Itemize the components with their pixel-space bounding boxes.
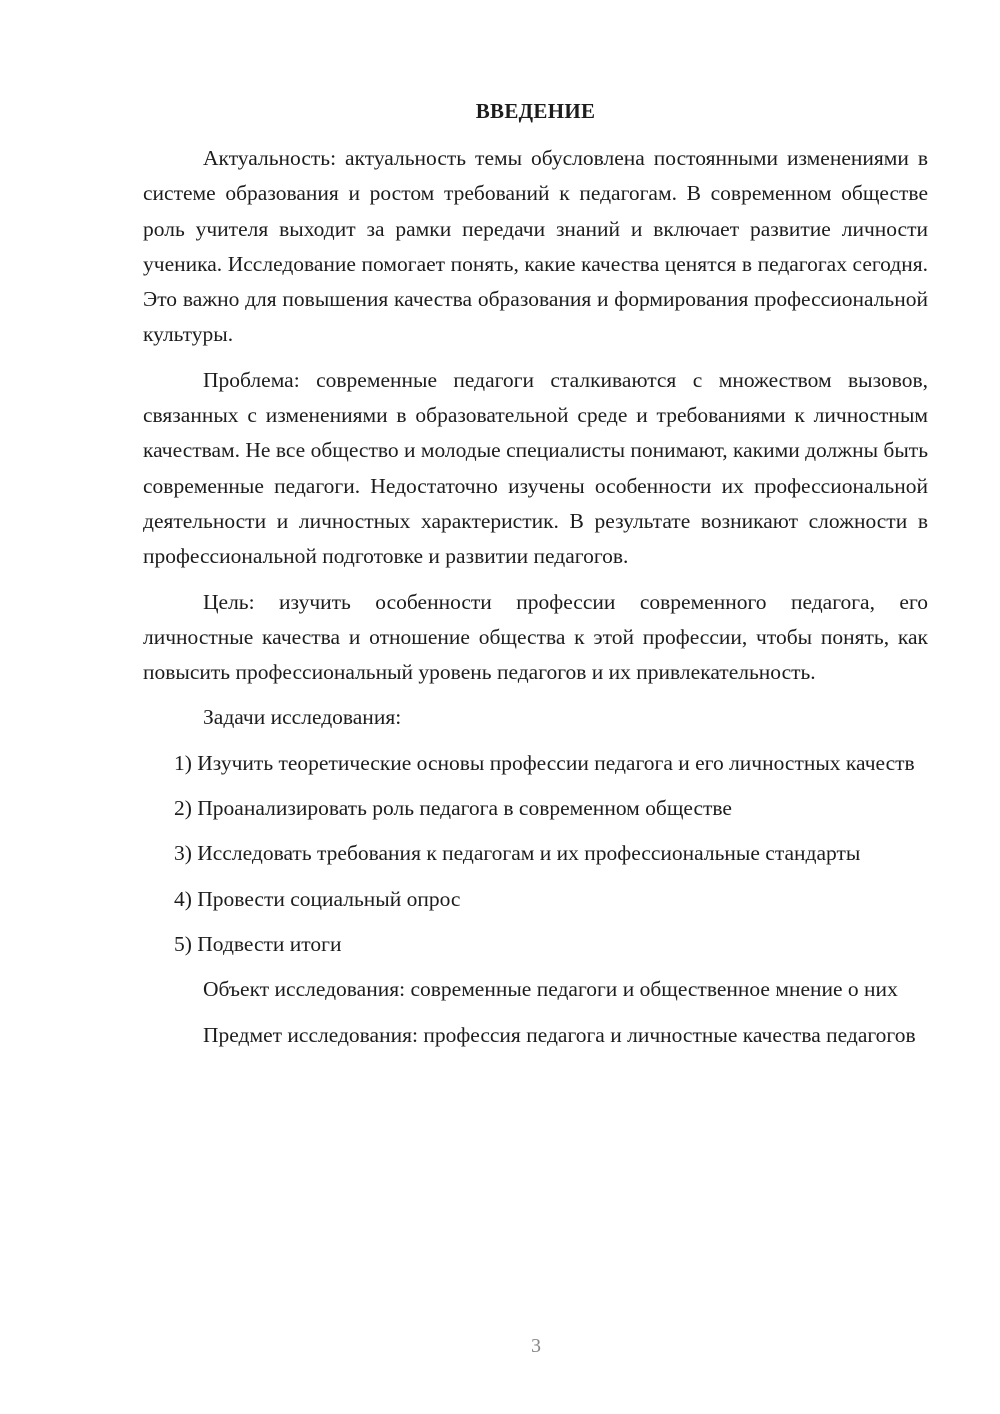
task-item-2: 2) Проанализировать роль педагога в современном обществе (174, 796, 732, 821)
paragraph-research-subject: Предмет исследования: профессия педагога и личностные качества педагогов (203, 1022, 916, 1047)
task-item-5: 5) Подвести итоги (174, 931, 342, 956)
task-item-3: 3) Исследовать требования к педагогам и их профессиональные стандарты (174, 841, 861, 866)
task-item-1: 1) Изучить теоретические основы профессии педагога и его личностных качеств (174, 750, 915, 775)
page-number: 3 (531, 1335, 541, 1357)
paragraph-goal: Цель: изучить особенности профессии современного педагога, его личностные качества и отношение общества к этой профессии, чтобы понять, как повысить профессиональный уровень педагогов и их привлекательность. (143, 589, 928, 685)
paragraph-problem: Проблема: современные педагоги сталкиваются с множеством вызовов, связанных с изменениями в образовательной среде и требованиями к личностным качествам. Не все общество и молодые специалисты понимают, какими должны быть современные педагоги. Недостаточно изучены особенности их профессиональной деятельности и личностных характеристик. В результате возникают сложности в профессиональной подготовке и развитии педагогов. (143, 367, 929, 569)
tasks-heading: Задачи исследования: (203, 705, 402, 730)
task-item-4: 4) Провести социальный опрос (174, 886, 461, 911)
paragraph-research-object: Объект исследования: современные педагоги и общественное мнение о них (203, 977, 898, 1002)
document-body (143, 141, 928, 1063)
page-title: ВВЕДЕНИЕ (475, 99, 596, 123)
paragraph-relevance: Актуальность: актуальность темы обусловлена постоянными изменениями в системе образования и ростом требований к педагогам. В современном обществе роль учителя выходит за рамки передачи знаний и включает развитие личности ученика. Исследование помогает понять, какие качества ценятся в педагогах сегодня. Это важно для повышения качества образования и формирования профессиональной культуры. (143, 146, 928, 347)
